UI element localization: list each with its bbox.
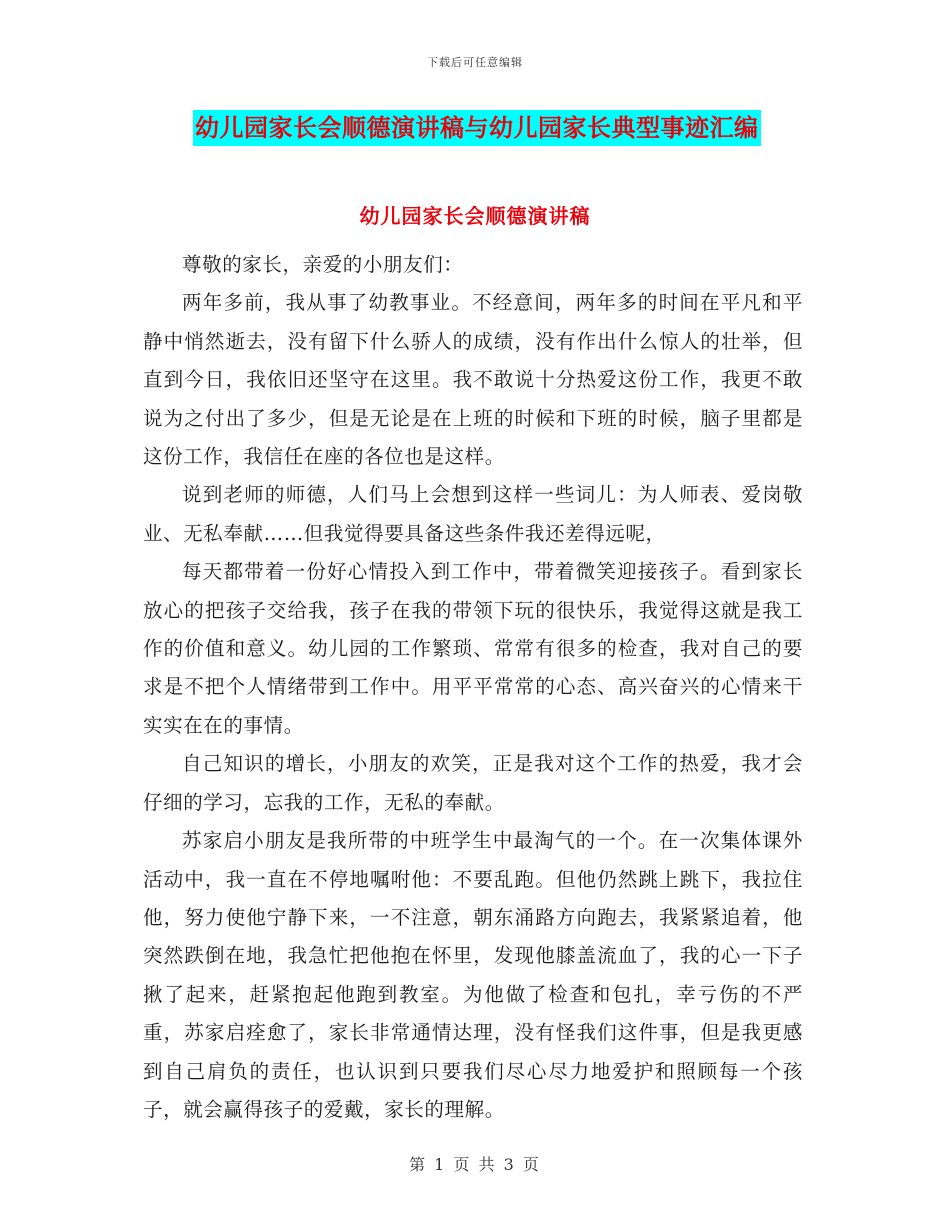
paragraph: 每天都带着一份好心情投入到工作中，带着微笑迎接孩子。看到家长放心的把孩子交给我，孩子在我的带领下玩的很快乐，我觉得这就是我工作的价值和意义。幼儿园的工作繁琐、常常有很多的检查，我对自己的要求是不把个人情绪带到工作中。用平平常常的心态、高兴奋兴的心情来干实实在在的事情。 bbox=[143, 560, 803, 737]
page-footer: 第 1 页 共 3 页 bbox=[409, 1155, 541, 1174]
document-body bbox=[143, 246, 803, 1129]
main-title-highlight bbox=[193, 110, 761, 146]
paragraph: 说到老师的师德，人们马上会想到这样一些词儿：为人师表、爱岗敬业、无私奉献……但我觉得要具备这些条件我还差得远呢， bbox=[143, 483, 803, 545]
main-title: 幼儿园家长会顺德演讲稿与幼儿园家长典型事迹汇编 bbox=[195, 113, 759, 142]
section-title: 幼儿园家长会顺德演讲稿 bbox=[359, 204, 591, 228]
page-header-note: 下载后可任意编辑 bbox=[427, 56, 523, 69]
paragraph: 苏家启小朋友是我所带的中班学生中最淘气的一个。在一次集体课外活动中，我一直在不停地嘱咐他：不要乱跑。但他仍然跳上跳下，我拉住他，努力使他宁静下来，一不注意，朝东涌路方向跑去，我紧紧追着，他突然跌倒在地，我急忙把他抱在怀里，发现他膝盖流血了，我的心一下子揪了起来，赶紧抱起他跑到教室。为他做了检查和包扎，幸亏伤的不严重，苏家启痊愈了，家长非常通情达理，没有怪我们这件事，但是我更感到自己肩负的责任，也认识到只要我们尽心尽力地爱护和照顾每一个孩子，就会赢得孩子的爱戴，家长的理解。 bbox=[143, 829, 803, 1121]
paragraph: 两年多前，我从事了幼教事业。不经意间，两年多的时间在平凡和平静中悄然逝去，没有留下什么骄人的成绩，没有作出什么惊人的壮举，但直到今日，我依旧还坚守在这里。我不敢说十分热爱这份工作，我更不敢说为之付出了多少，但是无论是在上班的时候和下班的时候，脑子里都是这份工作，我信任在座的各位也是这样。 bbox=[143, 291, 803, 469]
paragraph: 自己知识的增长，小朋友的欢笑，正是我对这个工作的热爱，我才会仔细的学习，忘我的工作，无私的奉献。 bbox=[143, 752, 803, 814]
paragraph-salutation: 尊敬的家长，亲爱的小朋友们： bbox=[182, 253, 464, 276]
